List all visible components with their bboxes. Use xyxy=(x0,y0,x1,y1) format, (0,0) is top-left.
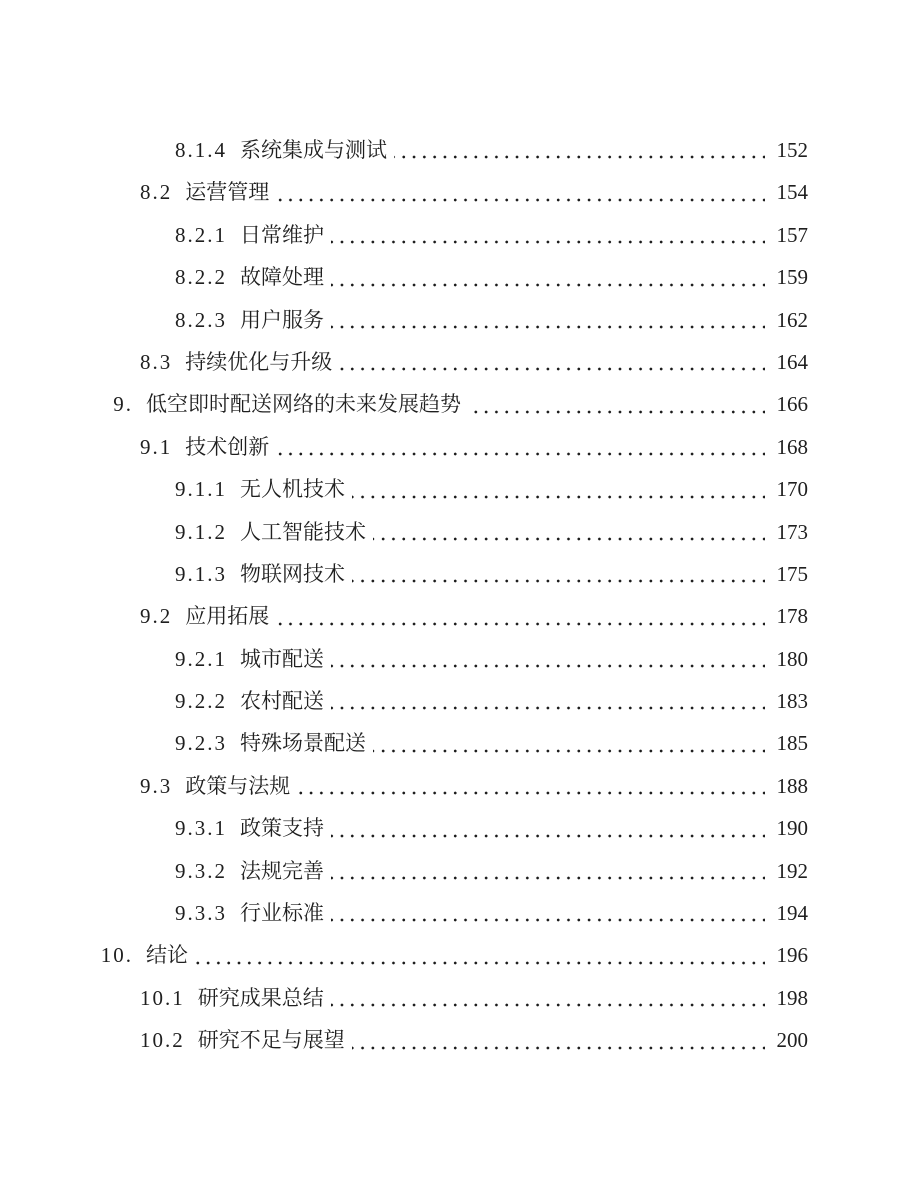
toc-dot-leader xyxy=(331,977,765,1019)
toc-entry-title: 法规完善 xyxy=(227,850,331,892)
toc-entry[interactable] xyxy=(100,214,808,256)
toc-dot-leader xyxy=(352,468,765,510)
toc-entry-title: 人工智能技术 xyxy=(227,511,373,553)
toc-entry[interactable] xyxy=(100,553,808,595)
toc-dot-leader xyxy=(468,383,765,425)
toc-entry-title: 城市配送 xyxy=(227,638,331,680)
toc-entry[interactable] xyxy=(100,129,808,171)
toc-entry-number: 9.1.1 xyxy=(100,468,227,510)
toc-entry-page-number: 164 xyxy=(765,341,808,383)
toc-entry-number: 8.2 xyxy=(100,171,172,213)
toc-dot-leader xyxy=(394,129,765,171)
toc-entry[interactable] xyxy=(100,807,808,849)
toc-entry-page-number: 162 xyxy=(765,299,808,341)
toc-entry-number: 8.1.4 xyxy=(100,129,227,171)
toc-entry-number: 10.1 xyxy=(100,977,185,1019)
toc-entry[interactable] xyxy=(100,680,808,722)
toc-entry[interactable] xyxy=(100,383,808,425)
toc-entry-page-number: 166 xyxy=(765,383,808,425)
toc-entry-page-number: 194 xyxy=(765,892,808,934)
toc-dot-leader xyxy=(331,850,765,892)
toc-entry-title: 技术创新 xyxy=(172,426,276,468)
toc-dot-leader xyxy=(195,934,765,976)
toc-entry-title: 农村配送 xyxy=(227,680,331,722)
toc-entry-page-number: 183 xyxy=(765,680,808,722)
toc-dot-leader xyxy=(352,553,765,595)
toc-entry-title: 应用拓展 xyxy=(172,595,276,637)
toc-dot-leader xyxy=(276,426,765,468)
toc-entry-title: 低空即时配送网络的未来发展趋势 xyxy=(133,383,468,425)
toc-dot-leader xyxy=(331,638,765,680)
toc-entry-number: 8.2.2 xyxy=(100,256,227,298)
toc-entry-page-number: 157 xyxy=(765,214,808,256)
toc-entry-title: 政策支持 xyxy=(227,807,331,849)
toc-entry-number: 9.1.3 xyxy=(100,553,227,595)
toc-entry-page-number: 178 xyxy=(765,595,808,637)
toc-entry-title: 运营管理 xyxy=(172,171,276,213)
toc-entry-number: 8.2.3 xyxy=(100,299,227,341)
toc-dot-leader xyxy=(331,299,765,341)
toc-entry-page-number: 196 xyxy=(765,934,808,976)
toc-entry[interactable] xyxy=(100,722,808,764)
toc-entry-page-number: 188 xyxy=(765,765,808,807)
toc-entry-page-number: 154 xyxy=(765,171,808,213)
toc-entry-number: 9.1.2 xyxy=(100,511,227,553)
toc-entry[interactable] xyxy=(100,171,808,213)
toc-entry[interactable] xyxy=(100,299,808,341)
toc-dot-leader xyxy=(331,256,765,298)
toc-entry-page-number: 173 xyxy=(765,511,808,553)
toc-dot-leader xyxy=(331,807,765,849)
toc-entry[interactable] xyxy=(100,426,808,468)
toc-dot-leader xyxy=(331,892,765,934)
toc-dot-leader xyxy=(352,1019,765,1061)
toc-entry-page-number: 168 xyxy=(765,426,808,468)
toc-entry-title: 用户服务 xyxy=(227,299,331,341)
toc-entry-number: 9.3.1 xyxy=(100,807,227,849)
toc-entry-number: 9.3.3 xyxy=(100,892,227,934)
toc-entry-page-number: 198 xyxy=(765,977,808,1019)
toc-entry[interactable] xyxy=(100,638,808,680)
toc-entry-number: 9.2.1 xyxy=(100,638,227,680)
toc-dot-leader xyxy=(276,595,765,637)
toc-dot-leader xyxy=(331,214,765,256)
toc-dot-leader xyxy=(331,680,765,722)
toc-entry-number: 8.2.1 xyxy=(100,214,227,256)
toc-entry-page-number: 180 xyxy=(765,638,808,680)
toc-entry-number: 8.3 xyxy=(100,341,172,383)
toc-dot-leader xyxy=(373,722,765,764)
toc-entry-number: 9.2.3 xyxy=(100,722,227,764)
toc-entry[interactable] xyxy=(100,765,808,807)
toc-entry-page-number: 190 xyxy=(765,807,808,849)
toc-entry-title: 无人机技术 xyxy=(227,468,352,510)
toc-entry-title: 行业标准 xyxy=(227,892,331,934)
toc-dot-leader xyxy=(276,171,765,213)
toc-entry-title: 研究成果总结 xyxy=(185,977,331,1019)
toc-entry[interactable] xyxy=(100,934,808,976)
toc-entry[interactable] xyxy=(100,1019,808,1061)
toc-entry-number: 9.1 xyxy=(100,426,172,468)
toc-entry-title: 故障处理 xyxy=(227,256,331,298)
toc-entry[interactable] xyxy=(100,892,808,934)
toc-entry[interactable] xyxy=(100,468,808,510)
toc-entry-page-number: 175 xyxy=(765,553,808,595)
toc-entry-title: 物联网技术 xyxy=(227,553,352,595)
toc-entry-number: 9.3.2 xyxy=(100,850,227,892)
toc-entry-page-number: 185 xyxy=(765,722,808,764)
toc-entry-title: 系统集成与测试 xyxy=(227,129,394,171)
toc-entry-number: 9.2 xyxy=(100,595,172,637)
toc-entry-page-number: 159 xyxy=(765,256,808,298)
toc-entry[interactable] xyxy=(100,977,808,1019)
toc-entry[interactable] xyxy=(100,511,808,553)
toc-entry-number: 9.2.2 xyxy=(100,680,227,722)
toc-dot-leader xyxy=(373,511,765,553)
toc-entry[interactable] xyxy=(100,341,808,383)
toc-entry-title: 结论 xyxy=(133,934,195,976)
toc-entry-page-number: 200 xyxy=(765,1019,808,1061)
toc-entry-number: 9. xyxy=(100,383,133,425)
toc-dot-leader xyxy=(339,341,765,383)
toc-entry[interactable] xyxy=(100,256,808,298)
toc-entry-number: 10.2 xyxy=(100,1019,185,1061)
toc-entry-page-number: 152 xyxy=(765,129,808,171)
toc-entry[interactable] xyxy=(100,595,808,637)
toc-entry-title: 特殊场景配送 xyxy=(227,722,373,764)
toc-entry-title: 政策与法规 xyxy=(172,765,297,807)
toc-entry[interactable] xyxy=(100,850,808,892)
toc-entry-page-number: 192 xyxy=(765,850,808,892)
toc-entry-page-number: 170 xyxy=(765,468,808,510)
toc-entry-title: 研究不足与展望 xyxy=(185,1019,352,1061)
toc-dot-leader xyxy=(297,765,765,807)
toc-entry-title: 持续优化与升级 xyxy=(172,341,339,383)
toc-entry-title: 日常维护 xyxy=(227,214,331,256)
toc-entry-number: 9.3 xyxy=(100,765,172,807)
toc-entry-number: 10. xyxy=(100,934,133,976)
